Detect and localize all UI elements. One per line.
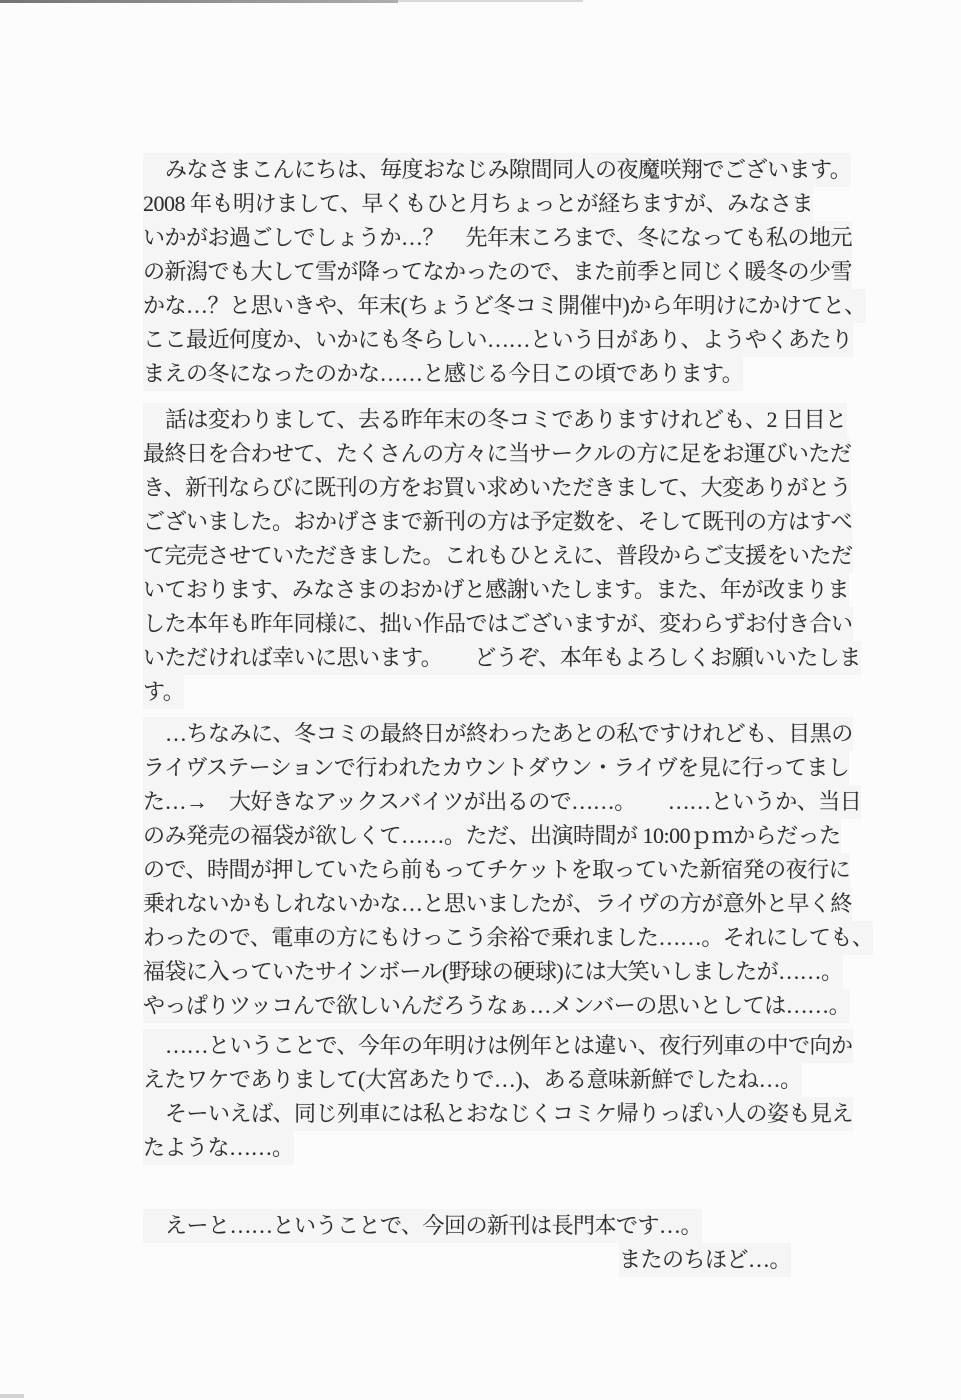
text-line: の新潟でも大して雪が降ってなかったので、また前季と同じく暖冬の少雪 — [143, 255, 852, 289]
text-line: えーと……ということで、今回の新刊は長門本です…。 — [143, 1209, 702, 1243]
text-line: した本年も昨年同様に、拙い作品ではございますが、変わらずお付き合い — [143, 607, 853, 641]
text-line: いております、みなさまのおかげと感謝いたします。また、年が改まりま — [143, 573, 849, 607]
text-line: き、新刊ならびに既刊の方をお買い求めいただきまして、大変ありがとう — [143, 471, 851, 505]
text-line: かな…？と思いきや、年末(ちょうど冬コミ開催中)から年明けにかけてと、 — [143, 289, 866, 323]
scan-artifact-bottom-left — [0, 1394, 24, 1398]
text-line: いただければ幸いに思います。 どうぞ、本年もよろしくお願いいたしま — [143, 641, 861, 675]
text-line: わったので、電車の方にもけっこう余裕で乗れました……。それにしても、 — [143, 921, 873, 955]
text-line: えたワケでありまして(大宮あたりで…)、ある意味新鮮でしたね…。 — [143, 1063, 802, 1097]
afterword-text — [143, 153, 874, 1277]
text-line: …ちなみに、冬コミの最終日が終わったあとの私ですけれども、目黒の — [143, 717, 853, 751]
text-line: 最終日を合わせて、たくさんの方々に当サークルの方に足をお運びいただ — [143, 437, 851, 471]
text-line: た…→ 大好きなアックスバイツが出るので……。 ……というか、当日 — [143, 785, 861, 819]
text-line: まえの冬になったのかな……と感じる今日この頃であります。 — [143, 357, 743, 391]
text-line: て完売させていただきました。これもひとえに、普段からご支援をいただ — [143, 539, 853, 573]
text-line: す。 — [143, 675, 184, 709]
text-line: ので、時間が押していたら前もってチケットを取っていた新宿発の夜行に — [143, 853, 850, 887]
text-line: みなさまこんにちは、毎度おなじみ隙間同人の夜魔咲翔でございます。 — [143, 153, 851, 187]
text-line: 福袋に入っていたサインボール(野球の硬球)には大笑いしましたが……。 — [143, 955, 843, 989]
text-line: ここ最近何度か、いかにも冬らしい……という日があり、ようやくあたり — [143, 323, 853, 357]
scan-artifact-top-dark — [0, 0, 398, 3]
closing-line: またのちほど…。 — [619, 1243, 791, 1277]
text-line: のみ発売の福袋が欲しくて……。ただ、出演時間が 10:00ｐｍからだった — [143, 819, 841, 853]
text-line: たような……。 — [143, 1131, 294, 1165]
text-line: 話は変わりまして、去る昨年末の冬コミでありますけれども、2 日目と — [143, 403, 847, 437]
text-line: いかがお過ごしでしょうか…？ 先年末ころまで、冬になっても私の地元 — [143, 221, 852, 255]
text-line: ございました。おかげさまで新刊の方は予定数を、そして既刊の方はすべ — [143, 505, 852, 539]
text-line: 2008 年も明けまして、早くもひと月ちょっとが経ちますが、みなさま — [143, 187, 813, 221]
text-line: ライヴステーションで行われたカウントダウン・ライヴを見に行ってまし — [143, 751, 849, 785]
scan-artifact-top-light — [398, 0, 583, 2]
text-line: やっぱりツッコんで欲しいんだろうなぁ…メンバーの思いとしては……。 — [143, 989, 850, 1023]
text-line: ……ということで、今年の年明けは例年とは違い、夜行列車の中で向か — [143, 1029, 853, 1063]
text-line: そーいえば、同じ列車には私とおなじくコミケ帰りっぽい人の姿も見え — [143, 1097, 853, 1131]
text-line: 乗れないかもしれないかな…と思いましたが、ライヴの方が意外と早く終 — [143, 887, 852, 921]
